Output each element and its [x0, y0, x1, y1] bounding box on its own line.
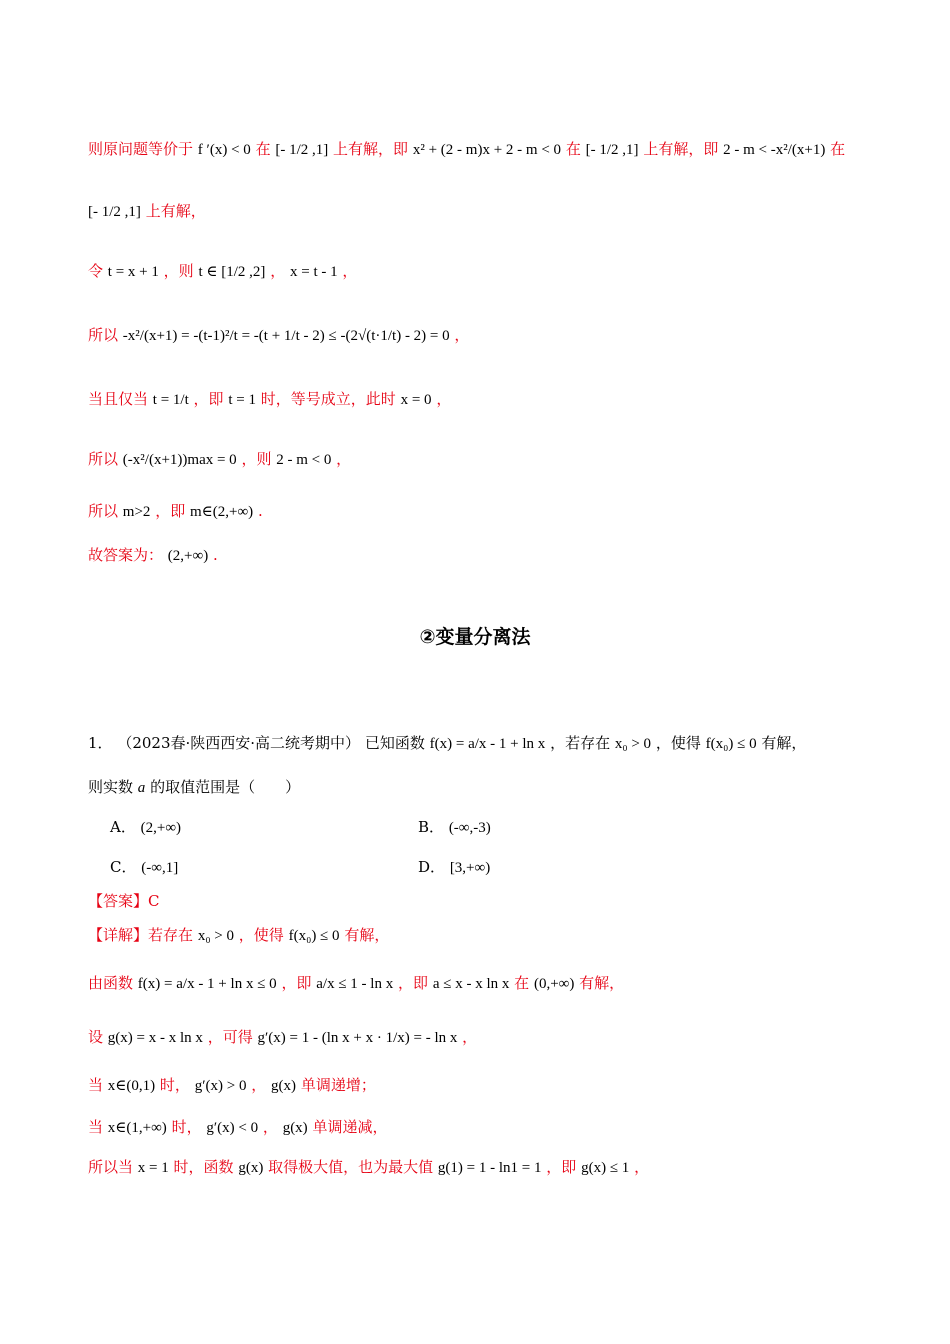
solution-line-1: [88, 140, 890, 161]
text: ，使得: [655, 734, 701, 752]
text: ，: [634, 1158, 650, 1176]
text: ，: [462, 1028, 478, 1046]
text: 在: [255, 140, 271, 158]
text: 则实数: [88, 778, 134, 796]
solution-line-5: [88, 390, 890, 411]
math-expression: x = 1: [137, 1160, 169, 1176]
math-expression: x∈(0,1): [107, 1078, 156, 1094]
math-expression: a ≤ x - x ln x: [432, 976, 510, 992]
option-label: C．: [110, 858, 137, 876]
text: ，即: [546, 1158, 577, 1176]
text: ，即: [398, 974, 429, 992]
text: ，: [436, 390, 452, 408]
math-expression: 2 - m < -x²/(x+1): [723, 142, 826, 158]
solution-line-6: [88, 450, 890, 471]
option-value: [3,+∞): [449, 860, 491, 876]
option-label: A．: [110, 818, 136, 836]
solution-line-7: [88, 502, 890, 523]
text: 当: [88, 1076, 104, 1094]
text: .: [257, 502, 263, 520]
math-expression: f(x₀) ≤ 0: [288, 928, 340, 944]
answer-tag: 【答案】: [88, 892, 149, 910]
text: ，若存在: [550, 734, 611, 752]
math-expression: x = 0: [400, 392, 432, 408]
question-source: （2023春·陕西西安·高二统考期中）: [117, 734, 361, 752]
math-expression: g(x): [271, 1078, 297, 1094]
math-expression: (-x²/(x+1))max = 0: [122, 452, 237, 468]
text: ，可得: [207, 1028, 253, 1046]
option-value: (-∞,1]: [141, 860, 179, 876]
text: 的取值范围是（ ）: [150, 778, 301, 796]
text: ，: [262, 1118, 278, 1136]
math-expression: f ′(x) < 0: [197, 142, 251, 158]
text: 上有解，: [145, 202, 206, 220]
text: 时，等号成立，此时: [260, 390, 396, 408]
option-value: (2,+∞): [140, 820, 182, 836]
text: 单调递减，: [312, 1118, 388, 1136]
detail-tag: 【详解】: [88, 926, 149, 944]
text: 取得极大值，也为最大值: [268, 1158, 434, 1176]
math-expression: g(x) ≤ 1: [581, 1160, 630, 1176]
math-expression: g′(x) < 0: [206, 1120, 259, 1136]
math-variable: a: [137, 780, 146, 796]
text: 设: [88, 1028, 104, 1046]
text: ，则: [241, 450, 272, 468]
solution-line-8: [88, 546, 890, 567]
text: 当且仅当: [88, 390, 149, 408]
math-expression: 2 - m < 0: [276, 452, 332, 468]
text: 有解，: [761, 734, 807, 752]
math-interval: [- 1/2 ,1]: [585, 142, 639, 158]
text: ，使得: [238, 926, 284, 944]
answer-value: C: [148, 892, 160, 910]
text: 所以: [88, 326, 119, 344]
solution-line-4: [88, 326, 890, 347]
text: ，: [251, 1076, 267, 1094]
answer-line: [88, 892, 890, 912]
math-interval: (0,+∞): [533, 976, 575, 992]
math-expression: (2,+∞): [167, 548, 209, 564]
question-number: 1．: [88, 734, 113, 752]
text: 在: [514, 974, 530, 992]
text: 所以: [88, 502, 119, 520]
text: 当: [88, 1118, 104, 1136]
math-expression: x = t - 1: [289, 264, 338, 280]
text: ，则: [163, 262, 194, 280]
math-expression: x² + (2 - m)x + 2 - m < 0: [412, 142, 562, 158]
text: 在: [830, 140, 846, 158]
option-label: B．: [418, 818, 445, 836]
question-1-line-2: [88, 778, 890, 799]
text: 在: [565, 140, 581, 158]
text: 若存在: [148, 926, 194, 944]
math-expression: f(x) = a/x - 1 + ln x ≤ 0: [137, 976, 277, 992]
math-interval: [- 1/2 ,1]: [88, 204, 141, 220]
math-expression: m>2: [122, 504, 151, 520]
solution-line-2: [88, 202, 890, 223]
option-label: D．: [418, 858, 446, 876]
detail-line-2: [88, 974, 890, 995]
text: 上有解，即: [643, 140, 719, 158]
option-d[interactable]: [418, 856, 490, 877]
solution-line-3: [88, 262, 890, 283]
text: ，: [342, 262, 358, 280]
section-title: ②变量分离法: [419, 626, 531, 648]
math-expression: x∈(1,+∞): [107, 1120, 167, 1136]
math-expression: t = 1/t: [152, 392, 189, 408]
text: 由函数: [88, 974, 134, 992]
text: ，: [270, 262, 286, 280]
math-expression: g′(x) = 1 - (ln x + x · 1/x) = - ln x: [257, 1030, 458, 1046]
text: 故答案为：: [88, 546, 164, 564]
text: 则原问题等价于: [88, 140, 194, 158]
text: 有解，: [344, 926, 390, 944]
detail-line-5: [88, 1118, 890, 1139]
text: ，: [454, 326, 470, 344]
math-expression: t ∈ [1/2 ,2]: [198, 264, 266, 280]
text: ，即: [193, 390, 224, 408]
text: 所以当: [88, 1158, 134, 1176]
text: ，即: [155, 502, 186, 520]
option-a[interactable]: [110, 816, 181, 837]
text: 单调递增；: [300, 1076, 376, 1094]
text: 所以: [88, 450, 119, 468]
math-expression: x₀ > 0: [614, 736, 652, 752]
option-value: (-∞,-3): [448, 820, 491, 836]
option-c[interactable]: [110, 856, 178, 877]
text: 上有解，即: [333, 140, 409, 158]
detail-line-3: [88, 1028, 890, 1049]
text: 时，: [159, 1076, 190, 1094]
math-expression: -x²/(x+1) = -(t-1)²/t = -(t + 1/t - 2) ≤ -(2√(t·1/t) - 2) = 0: [122, 328, 450, 344]
text: .: [212, 546, 218, 564]
math-expression: f(x₀) ≤ 0: [705, 736, 757, 752]
math-expression: t = x + 1: [107, 264, 159, 280]
math-expression: x₀ > 0: [197, 928, 235, 944]
text: 已知函数: [364, 734, 425, 752]
math-expression: m∈(2,+∞): [190, 504, 254, 520]
math-expression: f(x) = a/x - 1 + ln x: [429, 736, 546, 752]
math-expression: g(x): [282, 1120, 308, 1136]
detail-line-6: [88, 1158, 890, 1179]
math-expression: g′(x) > 0: [194, 1078, 247, 1094]
math-expression: t = 1: [228, 392, 256, 408]
text: 令: [88, 262, 104, 280]
math-expression: g(1) = 1 - ln1 = 1: [437, 1160, 542, 1176]
text: 时，函数: [173, 1158, 234, 1176]
option-b[interactable]: [418, 816, 491, 837]
text: 时，: [171, 1118, 202, 1136]
math-expression: g(x) = x - x ln x: [107, 1030, 203, 1046]
text: ，即: [281, 974, 312, 992]
text: 有解，: [579, 974, 625, 992]
detail-line-1: [88, 926, 890, 947]
math-expression: g(x): [238, 1160, 264, 1176]
math-interval: [- 1/2 ,1]: [275, 142, 329, 158]
question-1-line-1: [88, 734, 890, 755]
detail-line-4: [88, 1076, 890, 1097]
math-expression: a/x ≤ 1 - ln x: [316, 976, 394, 992]
text: ，: [336, 450, 352, 468]
